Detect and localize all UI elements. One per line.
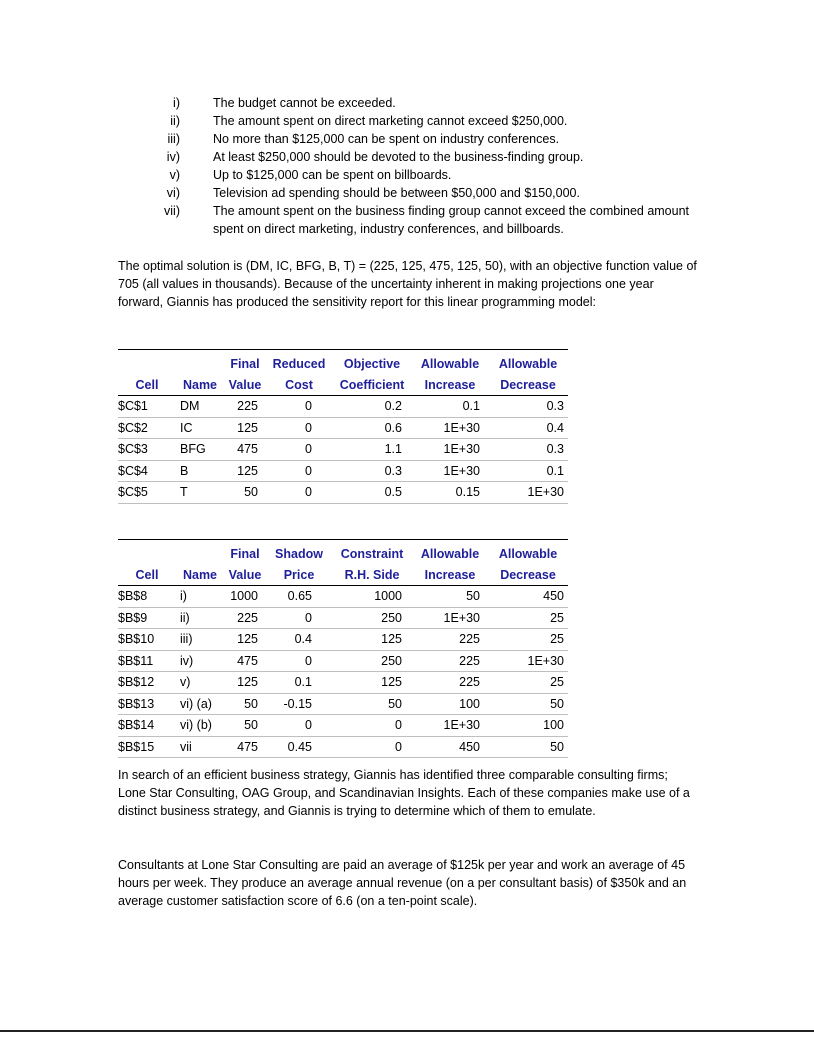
constraints-table	[118, 539, 568, 758]
table-row	[118, 736, 568, 758]
table-cell: 1E+30	[412, 439, 488, 461]
column-header	[118, 540, 176, 565]
column-header: R.H. Side	[332, 564, 412, 586]
table-cell: T	[176, 482, 224, 504]
column-header: Allowable	[488, 350, 568, 375]
table-cell: 0.5	[332, 482, 412, 504]
constraint-item	[150, 184, 710, 202]
table-cell: 50	[488, 693, 568, 715]
table-cell: 1000	[332, 586, 412, 608]
constraint-item	[150, 94, 710, 112]
table-cell: 50	[332, 693, 412, 715]
table-cell: $C$3	[118, 439, 176, 461]
table-cell: $C$1	[118, 396, 176, 418]
table-cell: 100	[412, 693, 488, 715]
constraint-text: At least $250,000 should be devoted to the business-finding group.	[213, 150, 584, 164]
constraint-text: The amount spent on the business finding group cannot exceed the combined amount spent on direct marketing, industry conferences, and billboards.	[213, 204, 690, 236]
table-cell: $B$9	[118, 607, 176, 629]
table-cell: iv)	[176, 650, 224, 672]
constraint-text: The amount spent on direct marketing cannot exceed $250,000.	[213, 114, 568, 128]
table-cell: 0	[266, 607, 332, 629]
table-cell: 1E+30	[488, 482, 568, 504]
column-header: Cell	[118, 564, 176, 586]
table-cell: 50	[224, 482, 266, 504]
table-cell: 475	[224, 439, 266, 461]
table-cell: $B$15	[118, 736, 176, 758]
strategy-paragraph: In search of an efficient business strategy, Giannis has identified three comparable consulting firms; Lone Star Consulting, OAG Group, and Scandinavian Insights. Each of these companies make use of a distinct business strategy, and Giannis is trying to determine which of them to emulate.	[118, 768, 690, 818]
table-cell: 0	[266, 460, 332, 482]
column-header: Decrease	[488, 564, 568, 586]
table-cell: DM	[176, 396, 224, 418]
table-cell: 1.1	[332, 439, 412, 461]
table-cell: 0	[266, 715, 332, 737]
column-header: Allowable	[412, 540, 488, 565]
table-cell: v)	[176, 672, 224, 694]
table-header-row	[118, 564, 568, 586]
table-header-row	[118, 374, 568, 396]
column-header	[118, 350, 176, 375]
column-header	[176, 350, 224, 375]
lone-star-paragraph: Consultants at Lone Star Consulting are paid an average of $125k per year and work an average of 45 hours per week. They produce an average annual revenue (on a per consultant basis) of $350k and an average customer satisfaction score of 6.6 (on a ten-point scale).	[118, 858, 687, 908]
column-header: Final	[224, 540, 266, 565]
table-cell: $C$5	[118, 482, 176, 504]
table-cell: $B$14	[118, 715, 176, 737]
table-cell: $B$12	[118, 672, 176, 694]
table-cell: $B$13	[118, 693, 176, 715]
table-cell: 0.65	[266, 586, 332, 608]
table-cell: -0.15	[266, 693, 332, 715]
table-cell: 125	[332, 672, 412, 694]
column-header: Decrease	[488, 374, 568, 396]
table-cell: $B$11	[118, 650, 176, 672]
column-header: Objective	[332, 350, 412, 375]
table-cell: 0	[332, 736, 412, 758]
column-header: Shadow	[266, 540, 332, 565]
table-cell: 0.3	[488, 439, 568, 461]
optimal-solution-paragraph: The optimal solution is (DM, IC, BFG, B, T) = (225, 125, 475, 125, 50), with an objective function value of 705 (all values in thousands). Because of the uncertainty inherent in making projections one year forward, Giannis has produced the sensitivity report for this linear programming model:	[118, 259, 697, 309]
table-cell: vi) (a)	[176, 693, 224, 715]
column-header: Coefficient	[332, 374, 412, 396]
table-cell: $B$8	[118, 586, 176, 608]
table-row	[118, 417, 568, 439]
column-header: Increase	[412, 374, 488, 396]
table-cell: 0.1	[412, 396, 488, 418]
table-cell: 25	[488, 629, 568, 651]
table-cell: $C$4	[118, 460, 176, 482]
column-header: Increase	[412, 564, 488, 586]
column-header: Cell	[118, 374, 176, 396]
table-cell: 0.1	[488, 460, 568, 482]
variable-cells-table	[118, 349, 568, 504]
table-cell: 1000	[224, 586, 266, 608]
table-cell: 0.4	[488, 417, 568, 439]
column-header: Allowable	[412, 350, 488, 375]
table-row	[118, 460, 568, 482]
constraint-item	[150, 112, 710, 130]
table-cell: 125	[224, 629, 266, 651]
table-cell: 450	[412, 736, 488, 758]
table-cell: 0.2	[332, 396, 412, 418]
table-cell: 475	[224, 736, 266, 758]
table-cell: 250	[332, 650, 412, 672]
column-header: Price	[266, 564, 332, 586]
constraint-number: v)	[169, 168, 180, 182]
column-header: Value	[224, 374, 266, 396]
table-header-row	[118, 350, 568, 375]
table-cell: 0	[266, 650, 332, 672]
constraint-list	[150, 94, 710, 238]
table-cell: BFG	[176, 439, 224, 461]
column-header: Name	[176, 374, 224, 396]
table-header-row	[118, 540, 568, 565]
constraint-text: No more than $125,000 can be spent on industry conferences.	[213, 132, 560, 146]
column-header: Name	[176, 564, 224, 586]
table-cell: 0.3	[488, 396, 568, 418]
constraint-number: ii)	[170, 114, 180, 128]
column-header: Constraint	[332, 540, 412, 565]
column-header	[176, 540, 224, 565]
constraint-text: Up to $125,000 can be spent on billboards.	[213, 168, 452, 182]
column-header: Final	[224, 350, 266, 375]
table-cell: 1E+30	[412, 460, 488, 482]
table-cell: 100	[488, 715, 568, 737]
table-cell: 0	[266, 439, 332, 461]
table-cell: IC	[176, 417, 224, 439]
table-cell: $C$2	[118, 417, 176, 439]
table-cell: 1E+30	[412, 607, 488, 629]
table-cell: 125	[224, 672, 266, 694]
table-cell: 50	[224, 693, 266, 715]
table-row	[118, 482, 568, 504]
constraint-number: iii)	[167, 132, 180, 146]
table-cell: 0.4	[266, 629, 332, 651]
table-cell: B	[176, 460, 224, 482]
constraint-text: Television ad spending should be between $50,000 and $150,000.	[213, 186, 580, 200]
table-cell: 225	[412, 629, 488, 651]
constraint-number: vii)	[164, 204, 180, 218]
table-cell: 225	[224, 396, 266, 418]
column-header: Allowable	[488, 540, 568, 565]
constraint-item	[150, 166, 710, 184]
constraint-item	[150, 130, 710, 148]
table-cell: 25	[488, 607, 568, 629]
table-cell: ii)	[176, 607, 224, 629]
table-cell: 50	[412, 586, 488, 608]
table-cell: 125	[224, 417, 266, 439]
table-row	[118, 439, 568, 461]
table-cell: 0.3	[332, 460, 412, 482]
table-cell: 0	[332, 715, 412, 737]
table-row	[118, 715, 568, 737]
table-cell: 0	[266, 396, 332, 418]
table-cell: 1E+30	[412, 715, 488, 737]
column-header: Reduced	[266, 350, 332, 375]
table-row	[118, 396, 568, 418]
table-cell: 475	[224, 650, 266, 672]
table-row	[118, 693, 568, 715]
table-row	[118, 650, 568, 672]
table-cell: 0.45	[266, 736, 332, 758]
table-cell: vii	[176, 736, 224, 758]
table-cell: 250	[332, 607, 412, 629]
table-row	[118, 607, 568, 629]
table-cell: 0.15	[412, 482, 488, 504]
table-cell: $B$10	[118, 629, 176, 651]
table-cell: vi) (b)	[176, 715, 224, 737]
table-cell: 0.6	[332, 417, 412, 439]
constraint-item	[150, 202, 710, 238]
constraint-number: vi)	[166, 186, 180, 200]
constraint-item	[150, 148, 710, 166]
table-row	[118, 672, 568, 694]
table-row	[118, 586, 568, 608]
table-cell: 225	[412, 672, 488, 694]
page-bottom-border	[0, 1030, 814, 1032]
table-cell: 25	[488, 672, 568, 694]
table-cell: 1E+30	[412, 417, 488, 439]
table-cell: 50	[488, 736, 568, 758]
table-row	[118, 629, 568, 651]
column-header: Cost	[266, 374, 332, 396]
constraint-number: iv)	[166, 150, 180, 164]
table-cell: 225	[224, 607, 266, 629]
column-header: Value	[224, 564, 266, 586]
constraint-text: The budget cannot be exceeded.	[213, 96, 396, 110]
table-cell: 125	[224, 460, 266, 482]
table-cell: 125	[332, 629, 412, 651]
table-cell: 50	[224, 715, 266, 737]
table-cell: 225	[412, 650, 488, 672]
table-cell: 0	[266, 482, 332, 504]
table-cell: 1E+30	[488, 650, 568, 672]
constraint-number: i)	[173, 96, 180, 110]
table-cell: iii)	[176, 629, 224, 651]
table-cell: 450	[488, 586, 568, 608]
table-cell: 0.1	[266, 672, 332, 694]
table-cell: i)	[176, 586, 224, 608]
table-cell: 0	[266, 417, 332, 439]
